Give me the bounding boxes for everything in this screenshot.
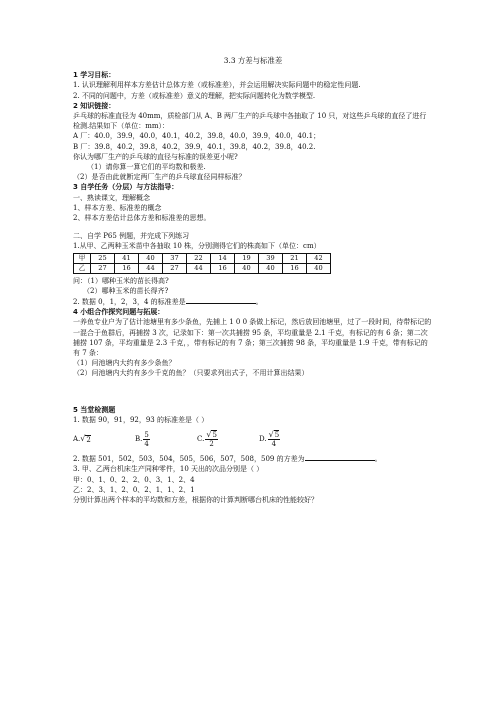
table-cell: 25 bbox=[91, 253, 115, 263]
selfstudy-line-2: 1、样本方差、标准差的概念 bbox=[73, 203, 162, 212]
section-heading-knowledge: 2 知识链接： bbox=[73, 101, 116, 110]
answer-blank[interactable] bbox=[186, 296, 256, 304]
option-d[interactable] bbox=[259, 430, 321, 448]
knowledge-question: 你认为哪厂生产的乒乓球的直径与标准的误差更小呢? bbox=[73, 152, 238, 161]
corn-question-2: （2）哪种玉米的苗长得齐? bbox=[83, 286, 169, 295]
selfstudy-line-1: 一、熟读课文，理解概念 bbox=[73, 193, 150, 202]
option-a[interactable] bbox=[73, 434, 135, 444]
selfstudy-line-5: 1.从甲、乙两种玉米苗中各抽取 10 株，分别测得它们的株高如下（单位：cm） bbox=[73, 242, 321, 251]
defects-machine-a: 甲：0、1、0、2、2、0、3、1、2、4 bbox=[73, 475, 195, 484]
group-question-1: （1）问池塘内大约有多少条鱼？ bbox=[73, 359, 176, 368]
punct: 。 bbox=[374, 455, 382, 464]
group-question-2: （2）问池塘内大约有多少千克的鱼？（只要求列出式子，不用计算出结果） bbox=[73, 369, 309, 378]
option-d-fraction bbox=[268, 430, 281, 448]
selfstudy-line-4: 二、自学 P65 例题，并完成下列练习 bbox=[73, 232, 190, 241]
numerator: 5 bbox=[144, 430, 149, 439]
section-heading-selfstudy: 3 自学任务（分层）与方法指导： bbox=[73, 183, 179, 192]
test-question-2 bbox=[73, 453, 433, 464]
table-cell: 21 bbox=[283, 253, 307, 263]
table-cell: 37 bbox=[163, 253, 187, 263]
knowledge-subq-2: （2）是否由此就断定两厂生产的乒乓球直径同样标准？ bbox=[73, 173, 246, 182]
corn-height-table bbox=[73, 253, 331, 274]
knowledge-line-a: A 厂：40.0，39.9，40.0，40.1，40.2，39.8，40.0，39.9，40.0，40.1； bbox=[73, 132, 321, 141]
row-label: 乙 bbox=[74, 263, 91, 273]
table-cell: 40 bbox=[139, 253, 163, 263]
table-cell: 27 bbox=[91, 263, 115, 273]
worksheet-page bbox=[73, 56, 433, 505]
knowledge-line-b: B 厂：39.8，40.2，39.8，40.2，39.9，40.1，39.8，40.2，39.8，40.2. bbox=[73, 142, 316, 151]
row-label: 甲 bbox=[74, 253, 91, 263]
table-cell: 40 bbox=[259, 263, 283, 273]
option-d-label: D. bbox=[259, 434, 267, 443]
section-heading-group: 4 小组合作探究问题与拓展： bbox=[73, 308, 165, 317]
table-cell: 42 bbox=[307, 253, 331, 263]
punct: 。 bbox=[255, 298, 263, 307]
goal-line-1: 1. 认识理解利用样本方差估计总体方差（或标准差），并会运用解决实际问题中的稳定性问题. bbox=[73, 81, 361, 90]
radicand: 5 bbox=[212, 431, 217, 440]
table-cell: 16 bbox=[283, 263, 307, 273]
test-question-3: 3. 甲、乙两台机床生产同种零件，10 天出的次品分别是（ ） bbox=[73, 465, 264, 474]
radicand: 5 bbox=[274, 431, 280, 440]
denominator: 2 bbox=[209, 440, 214, 449]
sqrt-icon: √ bbox=[206, 430, 212, 440]
answer-blank[interactable] bbox=[305, 453, 375, 461]
table-row bbox=[74, 263, 331, 273]
table-cell: 16 bbox=[211, 263, 235, 273]
table-cell: 16 bbox=[115, 263, 139, 273]
option-c-label: C. bbox=[197, 434, 205, 443]
corn-question-1: 问：（1）哪种玉米的苗长得高? bbox=[73, 276, 169, 285]
table-cell: 44 bbox=[139, 263, 163, 273]
section-heading-goals: 1 学习目标： bbox=[73, 71, 116, 80]
option-b-fraction bbox=[143, 431, 149, 448]
page-title: 3.3 方差与标准差 bbox=[223, 56, 283, 65]
variance-question-text: 2. 数据 501，502，503，504，505，506，507，508，509 的方差为 bbox=[73, 455, 305, 464]
selfstudy-line-3: 2、样本方差估计总体方差和标准差的思想。 bbox=[73, 214, 211, 223]
option-a-radicand: 2 bbox=[86, 435, 91, 444]
selfstudy-line-6 bbox=[73, 296, 433, 307]
option-a-label: A. bbox=[73, 434, 81, 443]
denominator: 4 bbox=[271, 440, 277, 449]
sqrt-icon: √ bbox=[268, 430, 274, 440]
table-cell: 19 bbox=[235, 253, 259, 263]
answer-options bbox=[73, 427, 433, 451]
test-question-1: 1. 数据 90，91，92，93 的标准差是（ ） bbox=[73, 415, 209, 424]
numerator bbox=[205, 430, 218, 440]
goal-line-2: 2. 不同的问题中，方差（或标准差）意义的理解，把实际问题转化为数学模型. bbox=[73, 91, 316, 100]
table-cell: 22 bbox=[187, 253, 211, 263]
option-c[interactable] bbox=[197, 430, 259, 448]
denominator: 4 bbox=[144, 439, 149, 448]
option-b-label: B. bbox=[135, 434, 143, 443]
table-row bbox=[74, 253, 331, 263]
table-cell: 40 bbox=[307, 263, 331, 273]
section-heading-test: 5 当堂检测题 bbox=[73, 405, 116, 414]
numerator bbox=[268, 430, 281, 440]
table-cell: 40 bbox=[235, 263, 259, 273]
defects-machine-b: 乙：2、3、1、2、0、2、1、1、2、1 bbox=[73, 485, 195, 494]
table-cell: 41 bbox=[115, 253, 139, 263]
table-cell: 27 bbox=[163, 263, 187, 273]
knowledge-subq-1: （1）请你算一算它们的平均数和极差. bbox=[87, 163, 206, 172]
test-question-3-task: 分别计算出两个样本的平均数和方差，根据你的计算判断哪台机床的性能较好？ bbox=[73, 495, 318, 504]
group-problem: 一养鱼专业户为了估计池塘里有多少条鱼，先捕上 1 0 0 条做上标记，然后放回池塘里，过了一段时间，待带标记的一混合于鱼群后，再捕捞 3 次，记录如下：第一次共捕捞 95 条，平均重量是 2.1 千克，有标记的有 6 条；第二次捕捞 107 条，平均重量是 2.3 千克，，带有标记的有 7 条；第三次捕捞 98 条，平均重量是 1.9 千克，带有标记的有 7 条： bbox=[73, 318, 432, 358]
option-c-fraction bbox=[205, 430, 218, 448]
option-b[interactable] bbox=[135, 431, 197, 448]
std-question-text: 2. 数据 0，1，2，3，4 的标准差是 bbox=[73, 298, 186, 307]
table-cell: 14 bbox=[211, 253, 235, 263]
sqrt-icon: √ bbox=[80, 433, 86, 443]
table-cell: 44 bbox=[187, 263, 211, 273]
table-cell: 39 bbox=[259, 253, 283, 263]
knowledge-line-1: 乒乓球的标准直径为 40mm，质检部门从 A、B 两厂生产的乒乓球中各抽取了 10 只，对这些乒乓球的直径了进行检测.结果如下（单位：mm）： bbox=[73, 112, 427, 131]
